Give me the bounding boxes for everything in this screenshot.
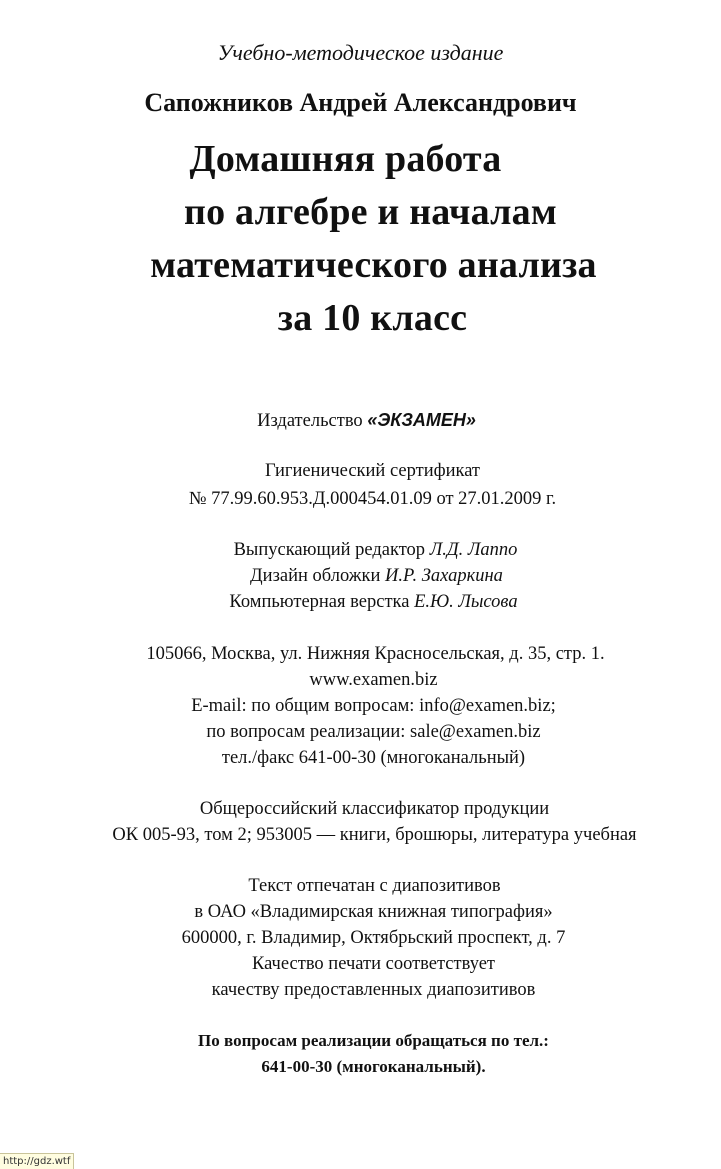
credit-name: И.Р. Захаркина <box>385 566 503 586</box>
book-title-line: по алгебре и началам <box>184 191 557 233</box>
address-line: 105066, Москва, ул. Нижняя Красносельская, д. 35, стр. 1. <box>146 644 605 664</box>
publisher-line <box>6 411 721 431</box>
classifier-line: ОК 005-93, том 2; 953005 — книги, брошюры, литература учебная <box>112 825 637 845</box>
website-line: www.examen.biz <box>309 670 438 690</box>
sales-contact-line: 641-00-30 (многоканальный). <box>261 1057 486 1076</box>
phone-fax-line: тел./факс 641-00-30 (многоканальный) <box>221 748 526 768</box>
email-general-line: E-mail: по общим вопросам: info@examen.biz; <box>191 696 556 716</box>
book-title-line: за 10 класс <box>277 297 468 339</box>
credit-line <box>13 593 721 612</box>
credit-line <box>16 567 721 586</box>
book-title-line: Домашняя работа <box>189 138 502 180</box>
book-title-line: математического анализа <box>150 244 597 286</box>
classifier-line: Общероссийский классификатор продукции <box>199 799 550 819</box>
publisher-label: Издательство <box>257 411 363 431</box>
credit-role: Дизайн обложки <box>250 566 381 586</box>
email-sales-line: по вопросам реализации: sale@examen.biz <box>206 722 541 742</box>
credit-line <box>15 541 721 560</box>
printing-line: 600000, г. Владимир, Октябрьский проспект, д. 7 <box>181 928 566 948</box>
author-name: Сапожников Андрей Александрович <box>144 88 577 117</box>
credit-name: Е.Ю. Лысова <box>414 592 518 612</box>
printing-line: качеству предоставленных диапозитивов <box>211 980 536 1000</box>
certificate-title: Гигиенический сертификат <box>264 461 481 481</box>
printing-line: в ОАО «Владимирская книжная типография» <box>194 902 553 922</box>
credit-role: Компьютерная верстка <box>229 592 410 612</box>
sales-contact-line: По вопросам реализации обращаться по тел.: <box>198 1031 549 1050</box>
credit-name: Л.Д. Лаппо <box>429 540 518 560</box>
edition-type: Учебно-методическое издание <box>217 40 504 65</box>
certificate-number: № 77.99.60.953.Д.000454.01.09 от 27.01.2009 г. <box>188 489 557 509</box>
publisher-name: «ЭКЗАМЕН» <box>367 410 476 430</box>
printing-line: Качество печати соответствует <box>251 954 496 974</box>
credit-role: Выпускающий редактор <box>233 540 426 560</box>
watermark-link[interactable]: http://gdz.wtf <box>0 1153 74 1169</box>
printing-line: Текст отпечатан с диапозитивов <box>248 876 501 896</box>
